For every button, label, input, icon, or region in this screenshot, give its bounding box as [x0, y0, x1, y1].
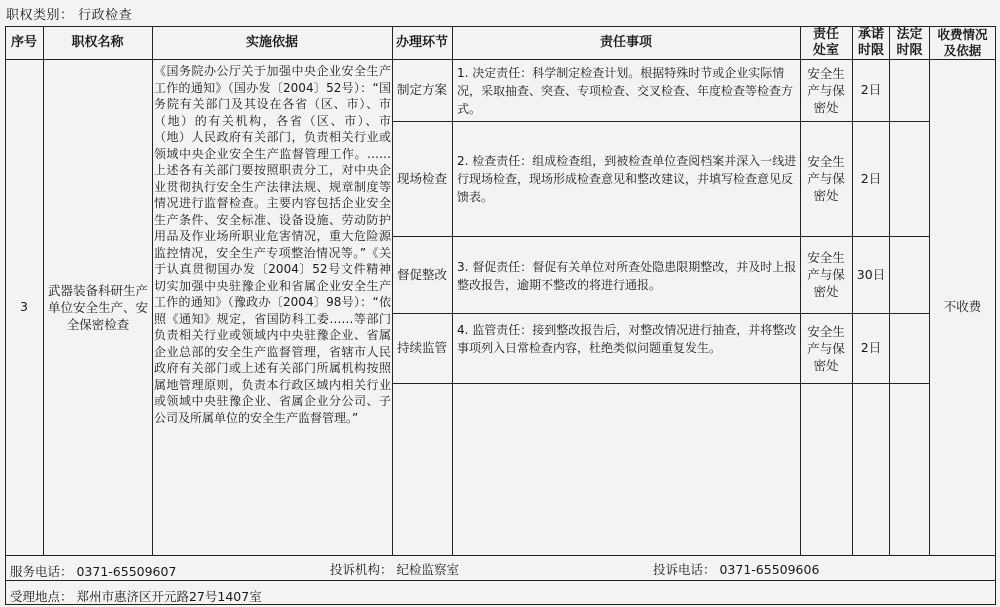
body-bottom-line: [5, 555, 995, 556]
promise-days: 30日: [856, 266, 886, 282]
row-power-name: 武器装备科研生产单位安全生产、安全保密检查: [48, 282, 149, 332]
header-name: 职权名称: [71, 34, 124, 50]
promise-days: 2日: [860, 340, 882, 355]
complaint-org: 投诉机构： 纪检监察室: [330, 562, 459, 577]
step-name: 制定方案: [396, 82, 447, 97]
office-name: 安全生产与保密处: [807, 154, 845, 203]
address: 受理地点： 郑州市惠济区开元路27号1407室: [10, 589, 262, 604]
fee-status: 不收费: [943, 299, 982, 314]
table-border-right: [995, 26, 996, 605]
category-header: 职权类别： 行政检查: [6, 8, 133, 23]
responsibility-text: 2. 检查责任：组成检查组，到被检查单位查阅档案并深入一线进行现场检查，现场形成检查意见和整改建议，并填写检查意见反馈表。: [457, 154, 797, 204]
step-name: 持续监管: [396, 340, 447, 355]
responsibility-text: 3. 督促责任：督促有关单位对所查处隐患限期整改，并及时上报整改报告，逾期不整改的将进行通报。: [457, 260, 797, 292]
col-line: [452, 26, 453, 555]
implementation-basis: 《国务院办公厅关于加强中央企业安全生产工作的通知》（国办发〔2004〕52号）：“国务院有关部门及其设在各省（区、市）、市（地）的有关机构，各省（区、市）、市（地）人民政府有关部门，负责相关行业或领域中央企业安全生产监督管理工作。……上述各有关部门要按照职责分工，对中央企业贯彻执行安全生产法律法规、规章制度等情况进行监督检查。主要内容包括企业安全生产条件、安全标准、设备设施、劳动防护用品及作业场所职业危害情况，重大危险源监控情况，安全生产专项整治情况等。”《关于认真贯彻国办发〔2004〕52号文件精神切实加强中央驻豫企业和省属企业安全生产工作的通知》（豫政办〔2004〕98号）：“依照《通知》规定，省国防科工委……等部门负责相关行业或领域内中央驻豫企业、省属企业总部的安全生产监督管理，省辖市人民政府有关部门或上述有关部门所属机构按照属地管理原则，负责本行政区域内相关行业或领域中央驻豫企业、省属企业分公司、子公司及所属单位的安全生产监督管理。”: [154, 64, 391, 425]
row-divider: [392, 383, 929, 384]
office-name: 安全生产与保密处: [807, 65, 845, 115]
header-office: 责任处室: [812, 26, 839, 58]
col-line: [152, 26, 153, 555]
col-line: [889, 26, 890, 555]
complaint-phone: 投诉电话： 0371-65509606: [653, 562, 820, 577]
responsibility-text: 4. 监管责任：接到整改报告后，对整改情况进行抽查，并将整改事项列入日常检查内容，杜绝类似问题重复发生。: [457, 323, 797, 355]
office-name: 安全生产与保密处: [807, 323, 845, 373]
promise-days: 2日: [860, 82, 882, 97]
service-phone: 服务电话： 0371-65509607: [10, 564, 177, 579]
header-basis: 实施依据: [245, 34, 298, 50]
responsibility-text: 1. 决定责任：科学制定检查计划。根据特殊时节或企业实际情况，采取抽查、突查、专项检查、交叉检查、年度检查等检查方式。: [457, 66, 794, 116]
step-name: 督促整改: [396, 266, 447, 282]
header-seq: 序号: [10, 34, 37, 50]
step-name: 现场检查: [396, 170, 447, 186]
footer-divider: [5, 580, 995, 581]
header-resp: 责任事项: [599, 34, 652, 50]
promise-days: 2日: [860, 170, 882, 186]
col-line: [43, 26, 44, 555]
header-legal: 法定时限: [896, 26, 923, 58]
header-fee: 收费情况及依据: [937, 26, 988, 58]
row-seq: 3: [20, 299, 28, 314]
office-name: 安全生产与保密处: [807, 250, 845, 299]
header-step: 办理环节: [395, 34, 448, 50]
header-promise: 承诺时限: [857, 26, 884, 58]
col-line: [800, 26, 801, 555]
